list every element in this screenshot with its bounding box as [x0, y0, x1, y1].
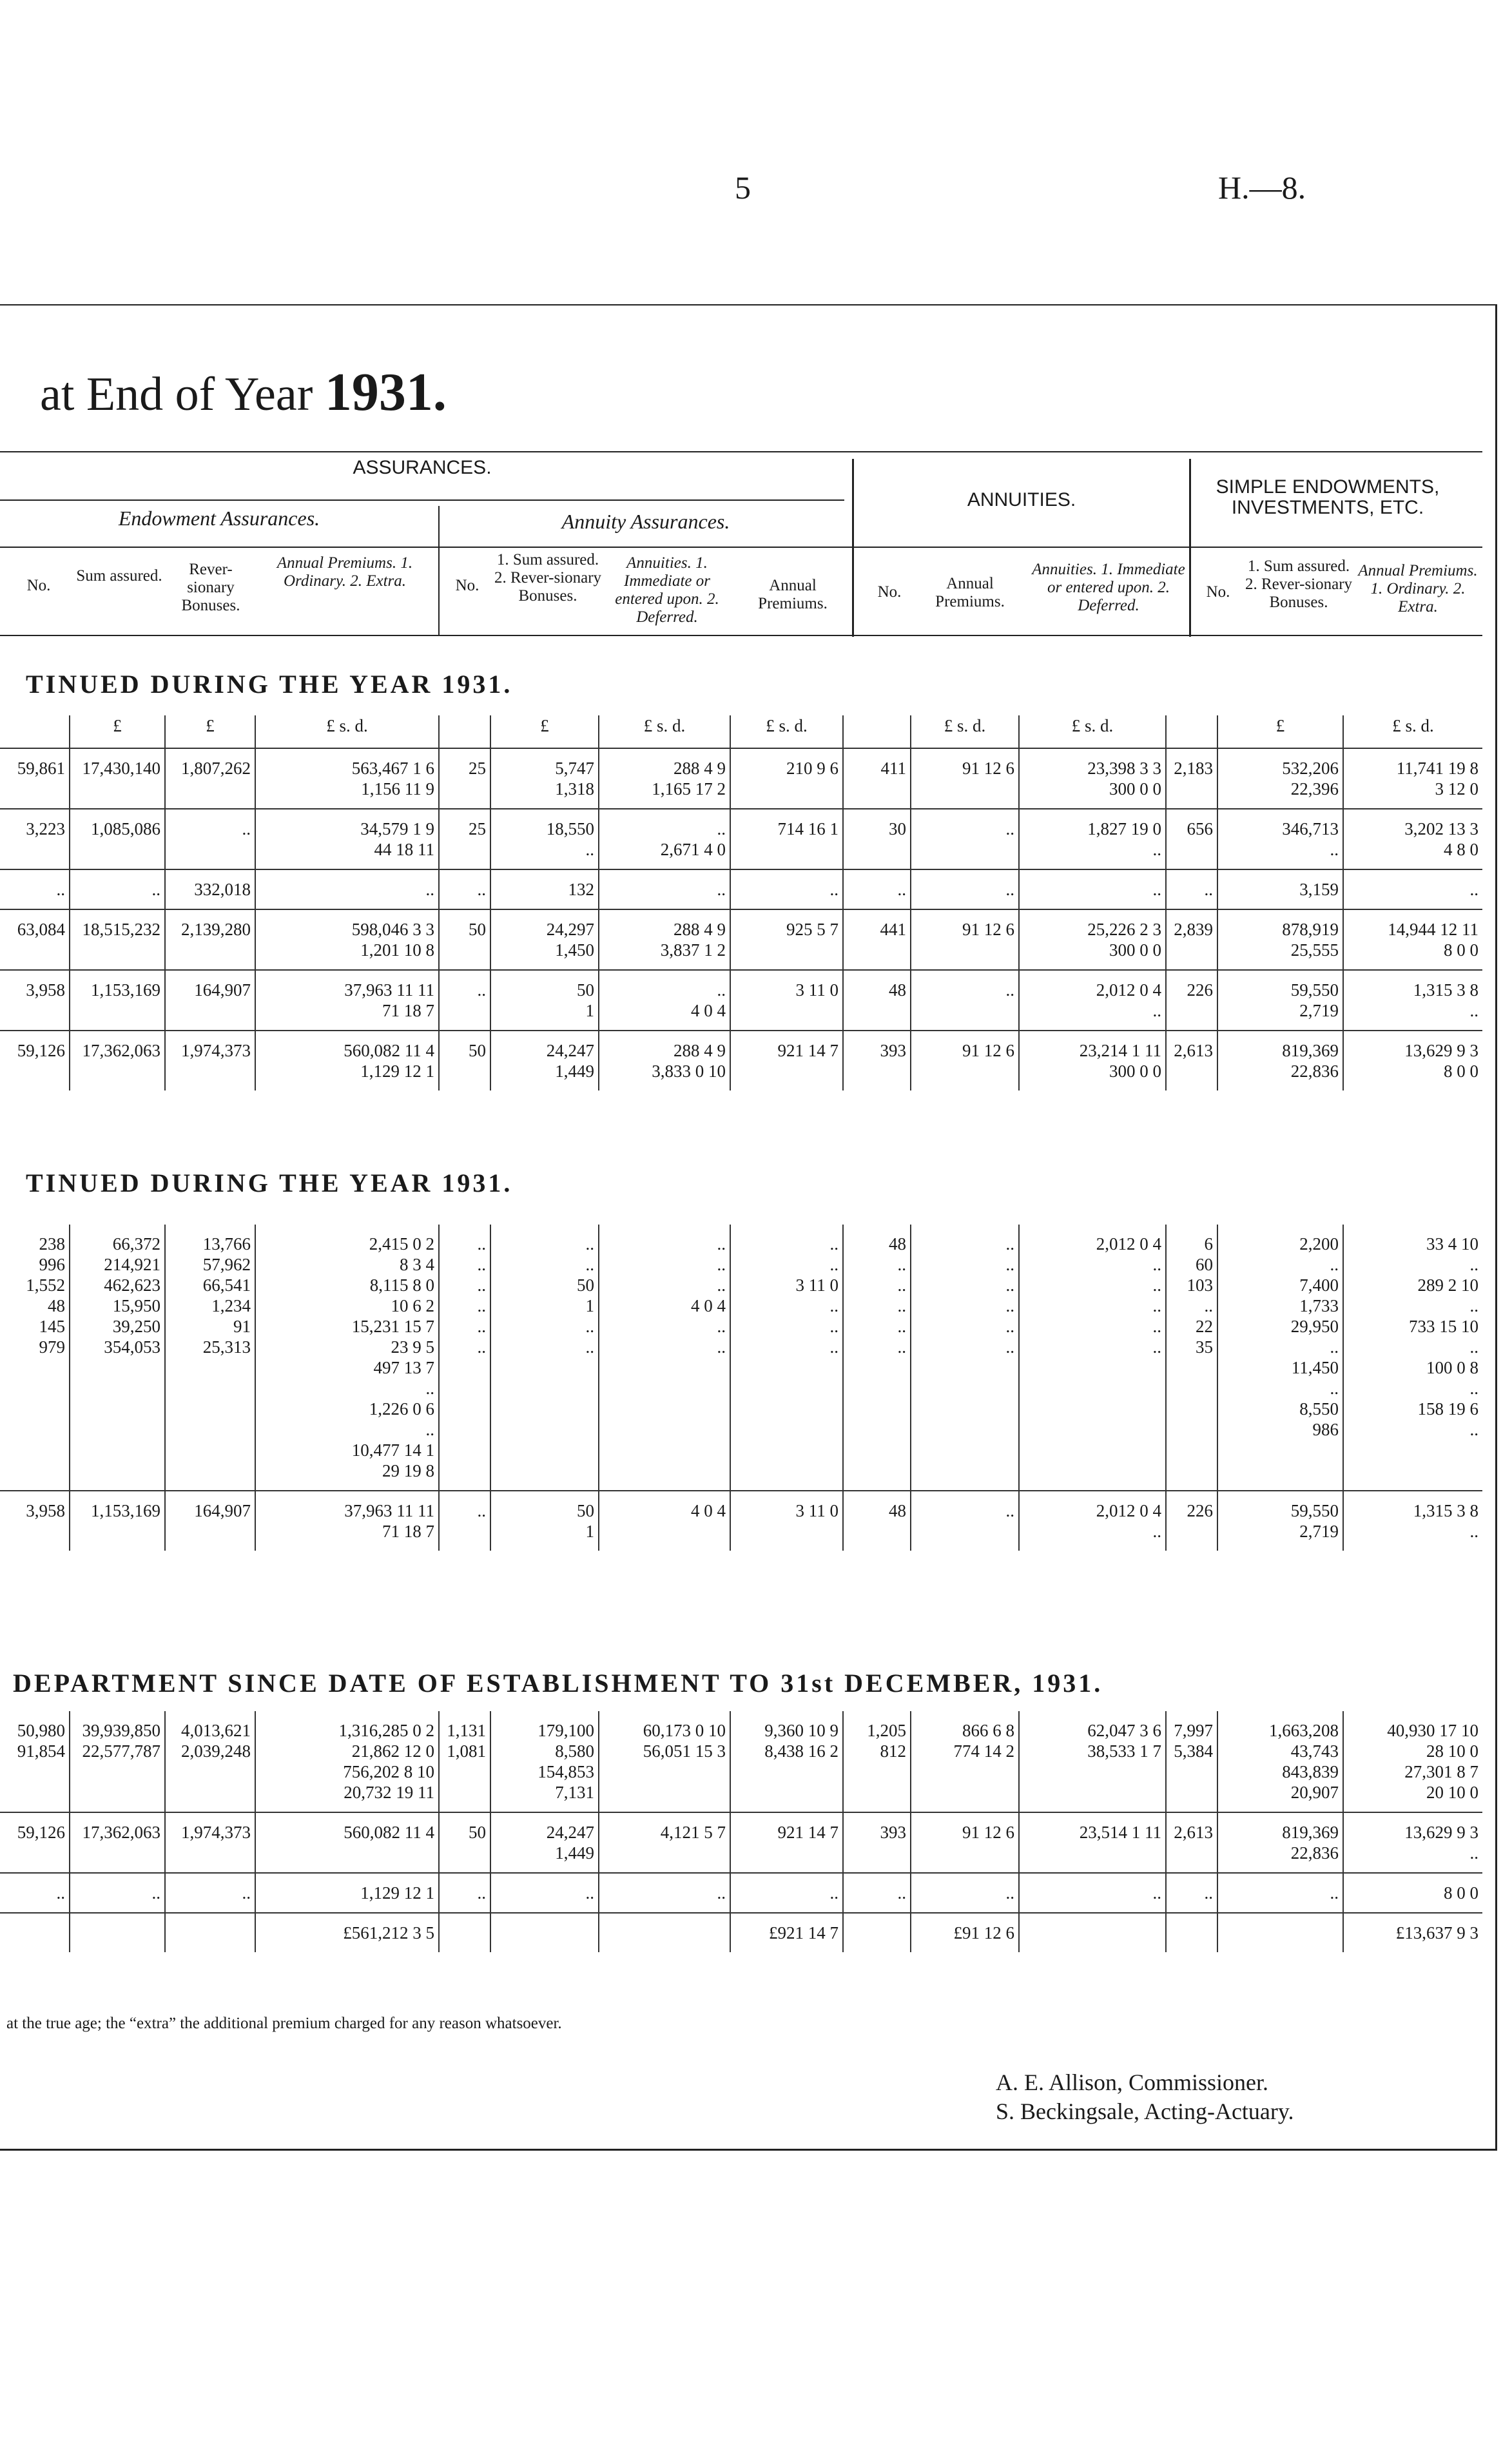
table3-row — [0, 1913, 1482, 1952]
table1-cell: 560,082 11 4 1,129 12 1 — [255, 1031, 439, 1090]
table-section-3 — [0, 1711, 1482, 1952]
table2-cell: .. .. 50 1 .. .. — [490, 1225, 599, 1491]
table2-cell: 2,415 0 2 8 3 4 8,115 8 0 10 6 2 15,231 15 7 23 9 5 497 13 7 .. 1,226 0 6 .. 10,477 14 1 29 19 8 — [255, 1225, 439, 1491]
table3-cell: .. — [165, 1873, 255, 1913]
table1-cell: 17,430,140 — [70, 748, 165, 809]
table1-cell: 50 1 — [490, 970, 599, 1031]
table1-cell: 1,827 19 0 .. — [1019, 809, 1166, 869]
unit-cell: £ s. d. — [911, 715, 1019, 748]
table1-cell: .. — [0, 869, 70, 909]
table1-cell: 2,183 — [1166, 748, 1217, 809]
table3-cell: .. — [911, 1873, 1019, 1913]
table3-cell: 62,047 3 6 38,533 1 7 — [1019, 1711, 1166, 1812]
table1-cell: 441 — [843, 909, 911, 970]
table3-cell: 1,129 12 1 — [255, 1873, 439, 1913]
table1-cell: 288 4 9 3,837 1 2 — [599, 909, 730, 970]
table1-cell: 24,247 1,449 — [490, 1031, 599, 1090]
table1-cell: 819,369 22,836 — [1217, 1031, 1343, 1090]
col-header-sum-rev-2: 1. Sum assured. 2. Rever-sionary Bonuses. — [1245, 557, 1353, 611]
table3-cell — [843, 1913, 911, 1952]
table3-cell — [165, 1913, 255, 1952]
table1-cell: 23,398 3 3 300 0 0 — [1019, 748, 1166, 809]
table1-cell: 3,958 — [0, 970, 70, 1031]
table1-cell: 164,907 — [165, 970, 255, 1031]
table2-cell: 33 4 10 .. 289 2 10 .. 733 15 10 .. 100 0 8 .. 158 19 6 .. — [1409, 1234, 1478, 1439]
table2-cell: 3,958 — [0, 1491, 70, 1551]
table2-cell: 3 11 0 — [730, 1491, 843, 1551]
table3-cell: 393 — [843, 1812, 911, 1873]
table1-cell: 24,297 1,450 — [490, 909, 599, 970]
header-rule-groups — [0, 547, 1482, 548]
unit-cell — [0, 715, 70, 748]
table1-cell: 25 — [439, 748, 490, 809]
col-header-no-3: No. — [877, 583, 902, 601]
table3-cell: 179,100 8,580 154,853 7,131 — [490, 1711, 599, 1812]
table3-cell: .. — [70, 1873, 165, 1913]
table3-cell: 50,980 91,854 — [0, 1711, 70, 1812]
table3-cell: £13,637 9 3 — [1343, 1913, 1482, 1952]
table-section-1 — [0, 715, 1482, 1090]
table1-row — [0, 909, 1482, 970]
table2-cell: .. .. 3 11 0 .. .. .. — [730, 1225, 843, 1491]
table1-row — [0, 748, 1482, 809]
table1-cell: 13,629 9 3 8 0 0 — [1343, 1031, 1482, 1090]
table3-cell: 39,939,850 22,577,787 — [70, 1711, 165, 1812]
assurances-header: ASSURANCES. — [353, 457, 492, 478]
table3-cell: .. — [490, 1873, 599, 1913]
table3-cell: 59,126 — [0, 1812, 70, 1873]
table1-cell: 37,963 11 11 71 18 7 — [255, 970, 439, 1031]
table1-cell: 18,515,232 — [70, 909, 165, 970]
col-header-annual-prem-aa: Annual Premiums. — [758, 577, 828, 612]
table1-cell: 878,919 25,555 — [1217, 909, 1343, 970]
table1-cell: .. 4 0 4 — [599, 970, 730, 1031]
unit-cell: £ s. d. — [1392, 716, 1434, 735]
col-header-annuities: Annuities. 1. Immediate or entered upon. 2. Deferred. — [615, 554, 719, 626]
table1-cell: 532,206 22,396 — [1217, 748, 1343, 809]
units-row — [0, 715, 1482, 748]
table2-cell: 1,315 3 8 .. — [1343, 1491, 1482, 1551]
table3-cell: .. — [1217, 1873, 1343, 1913]
unit-cell: £ — [1217, 715, 1343, 748]
table1-cell: 50 — [439, 1031, 490, 1090]
table1-cell: 3,159 — [1217, 869, 1343, 909]
unit-cell — [843, 715, 911, 748]
table1-cell: 48 — [843, 970, 911, 1031]
table1-cell: 59,126 — [0, 1031, 70, 1090]
document-code: H.—8. — [1218, 170, 1306, 206]
table3-cell: 9,360 10 9 8,438 16 2 — [730, 1711, 843, 1812]
table1-cell: 59,861 — [0, 748, 70, 809]
table3-cell: 23,514 1 11 — [1019, 1812, 1166, 1873]
unit-cell: £ s. d. — [730, 715, 843, 748]
table3-cell: £921 14 7 — [730, 1913, 843, 1952]
table1-cell: .. — [730, 869, 843, 909]
table1-cell: 91 12 6 — [911, 1031, 1019, 1090]
table1-cell: 332,018 — [165, 869, 255, 909]
table1-cell: .. — [439, 970, 490, 1031]
table3-cell — [1166, 1913, 1217, 1952]
table2-cell: 2,012 0 4 .. .. .. .. .. — [1019, 1225, 1166, 1491]
table1-cell: 17,362,063 — [70, 1031, 165, 1090]
col-header-sum-rev: 1. Sum assured. 2. Rever-sionary Bonuses. — [494, 551, 602, 605]
table1-cell: .. — [255, 869, 439, 909]
page-number: 5 — [735, 170, 751, 206]
table1-row — [0, 1031, 1482, 1090]
table3-cell — [0, 1913, 70, 1952]
header-divider-annuities — [852, 459, 854, 637]
table1-cell: .. — [843, 869, 911, 909]
table2-row — [0, 1491, 1482, 1551]
table1-cell: 1,807,262 — [165, 748, 255, 809]
table1-cell: 34,579 1 9 44 18 11 — [255, 809, 439, 869]
table3-cell: .. — [1019, 1873, 1166, 1913]
table2-cell: 238 996 1,552 48 145 979 — [0, 1225, 70, 1491]
col-header-sum-assured: Sum assured. — [76, 567, 162, 585]
table3-cell — [70, 1913, 165, 1952]
table2-cell: 50 1 — [490, 1491, 599, 1551]
table2-cell: 226 — [1166, 1491, 1217, 1551]
table2-cell: .. .. .. .. .. .. — [439, 1225, 490, 1491]
table3-cell — [599, 1913, 730, 1952]
table1-cell: 921 14 7 — [730, 1031, 843, 1090]
col-header-annuities-2: Annuities. 1. Immediate or entered upon. 2. Deferred. — [1032, 561, 1185, 614]
table1-row — [0, 970, 1482, 1031]
table1-cell: 59,550 2,719 — [1217, 970, 1343, 1031]
table3-cell — [439, 1913, 490, 1952]
section-heading-2: TINUED DURING THE YEAR 1931. — [26, 1168, 513, 1197]
col-header-no: No. — [26, 577, 51, 594]
table3-cell: 40,930 17 10 28 10 0 27,301 8 7 20 10 0 — [1387, 1721, 1478, 1802]
table3-cell: 4,013,621 2,039,248 — [165, 1711, 255, 1812]
table2-cell: 13,766 57,962 66,541 1,234 91 25,313 — [165, 1225, 255, 1491]
col-header-annual-premiums: Annual Premiums. 1. Ordinary. 2. Extra. — [276, 554, 413, 590]
table1-cell: 11,741 19 8 3 12 0 — [1343, 748, 1482, 809]
table2-cell: 59,550 2,719 — [1217, 1491, 1343, 1551]
table3-cell: 819,369 22,836 — [1217, 1812, 1343, 1873]
table1-cell: 1,153,169 — [70, 970, 165, 1031]
signature-actuary: S. Beckingsale, Acting-Actuary. — [996, 2098, 1294, 2124]
table1-cell: 2,839 — [1166, 909, 1217, 970]
table1-cell: 91 12 6 — [911, 909, 1019, 970]
annuities-header: ANNUITIES. — [967, 489, 1076, 510]
table1-cell: .. 2,671 4 0 — [599, 809, 730, 869]
table3-cell: 1,131 1,081 — [439, 1711, 490, 1812]
table1-cell: 3,202 13 3 4 8 0 — [1343, 809, 1482, 869]
table3-cell: 866 6 8 774 14 2 — [911, 1711, 1019, 1812]
table2-cell: 1,153,169 — [70, 1491, 165, 1551]
table2-cell: 2,200 .. 7,400 1,733 29,950 .. 11,450 .. 8,550 986 — [1217, 1225, 1343, 1491]
signature-commissioner: A. E. Allison, Commissioner. — [996, 2069, 1269, 2095]
table1-cell: 411 — [843, 748, 911, 809]
simple-endowments-header: SIMPLE ENDOWMENTS, INVESTMENTS, ETC. — [1216, 476, 1440, 518]
table1-cell: .. — [1019, 869, 1166, 909]
table1-cell: 925 5 7 — [730, 909, 843, 970]
title-prefix: at End of Year — [40, 368, 313, 421]
table1-cell: 25,226 2 3 300 0 0 — [1019, 909, 1166, 970]
table1-cell: 288 4 9 3,833 0 10 — [599, 1031, 730, 1090]
endowment-header: Endowment Assurances. — [118, 507, 320, 530]
table1-cell: 30 — [843, 809, 911, 869]
table1-cell: .. — [70, 869, 165, 909]
table3-row — [0, 1873, 1482, 1913]
table3-cell: 60,173 0 10 56,051 15 3 — [599, 1711, 730, 1812]
table1-cell: 2,613 — [1166, 1031, 1217, 1090]
header-rule-bottom — [0, 635, 1482, 636]
table1-cell: 656 — [1166, 809, 1217, 869]
table3-cell: 1,974,373 — [165, 1812, 255, 1873]
table1-cell: 563,467 1 6 1,156 11 9 — [255, 748, 439, 809]
table1-cell: 50 — [439, 909, 490, 970]
table2-cell: .. — [911, 1491, 1019, 1551]
table1-cell: .. — [1166, 869, 1217, 909]
table2-cell: 48 — [843, 1491, 911, 1551]
unit-cell: £ — [70, 715, 165, 748]
table1-cell: 3,223 — [0, 809, 70, 869]
table3-cell: .. — [1166, 1873, 1217, 1913]
col-header-annual-prem-simple: Annual Premiums. 1. Ordinary. 2. Extra. — [1358, 562, 1478, 615]
unit-cell — [439, 715, 490, 748]
title-year: 1931. — [324, 362, 447, 422]
table3-cell: .. — [439, 1873, 490, 1913]
table1-row — [0, 869, 1482, 909]
unit-cell: £ s. d. — [255, 715, 439, 748]
table3-cell: 13,629 9 3 .. — [1343, 1812, 1482, 1873]
table1-cell: 210 9 6 — [730, 748, 843, 809]
table1-cell: .. — [1343, 869, 1482, 909]
table1-cell: 2,012 0 4 .. — [1019, 970, 1166, 1031]
header-rule-assurances — [0, 499, 844, 501]
table3-cell: 17,362,063 — [70, 1812, 165, 1873]
table3-cell: 1,205 812 — [843, 1711, 911, 1812]
section-heading-1: TINUED DURING THE YEAR 1931. — [26, 670, 513, 699]
table1-cell: 288 4 9 1,165 17 2 — [599, 748, 730, 809]
table1-cell: 132 — [490, 869, 599, 909]
table3-cell — [490, 1913, 599, 1952]
table3-cell: 1,663,208 43,743 843,839 20,907 — [1217, 1711, 1343, 1812]
table1-cell: .. — [599, 869, 730, 909]
unit-cell: £ — [490, 715, 599, 748]
col-header-no-2: No. — [455, 577, 480, 594]
table3-row — [0, 1812, 1482, 1873]
table1-cell: 5,747 1,318 — [490, 748, 599, 809]
col-header-annual-prem-ann: Annual Premiums. — [935, 575, 1005, 610]
table3-cell: 560,082 11 4 — [255, 1812, 439, 1873]
table3-cell: 8 0 0 — [1343, 1873, 1482, 1913]
table3-row — [0, 1711, 1482, 1812]
table3-cell: £561,212 3 5 — [255, 1913, 439, 1952]
page-title — [40, 361, 447, 423]
table-section-2 — [0, 1225, 1482, 1551]
table3-cell: .. — [599, 1873, 730, 1913]
table2-cell: .. .. .. 4 0 4 .. .. — [599, 1225, 730, 1491]
table1-cell: 18,550 .. — [490, 809, 599, 869]
col-header-no-4: No. — [1206, 583, 1230, 601]
table1-cell: 226 — [1166, 970, 1217, 1031]
table3-cell: 921 14 7 — [730, 1812, 843, 1873]
table3-cell — [1019, 1913, 1166, 1952]
table2-row — [0, 1225, 1482, 1491]
table2-cell: 37,963 11 11 71 18 7 — [255, 1491, 439, 1551]
table2-cell: 6 60 103 .. 22 35 — [1166, 1225, 1217, 1491]
table1-cell: 14,944 12 11 8 0 0 — [1343, 909, 1482, 970]
table3-cell: 91 12 6 — [911, 1812, 1019, 1873]
table3-cell: 4,121 5 7 — [599, 1812, 730, 1873]
table1-row — [0, 809, 1482, 869]
footnote: at the true age; the “extra” the additional premium charged for any reason whatsoever. — [6, 2015, 562, 2032]
table3-cell: 2,613 — [1166, 1812, 1217, 1873]
table2-cell: 4 0 4 — [599, 1491, 730, 1551]
table1-cell: 23,214 1 11 300 0 0 — [1019, 1031, 1166, 1090]
table2-cell: 66,372 214,921 462,623 15,950 39,250 354,053 — [70, 1225, 165, 1491]
unit-cell: £ s. d. — [599, 715, 730, 748]
unit-cell: £ s. d. — [1019, 715, 1166, 748]
table1-cell: 3 11 0 — [730, 970, 843, 1031]
table1-cell: .. — [911, 869, 1019, 909]
table1-cell: .. — [911, 809, 1019, 869]
unit-cell — [1166, 715, 1217, 748]
header-rule-top — [0, 451, 1482, 452]
table3-cell: 1,316,285 0 2 21,862 12 0 756,202 8 10 20,732 19 11 — [255, 1711, 439, 1812]
table2-cell: 2,012 0 4 .. — [1019, 1491, 1166, 1551]
table3-cell: 7,997 5,384 — [1166, 1711, 1217, 1812]
unit-cell: £ — [165, 715, 255, 748]
table1-cell: 25 — [439, 809, 490, 869]
header-divider-simple — [1189, 459, 1191, 637]
table1-cell: 598,046 3 3 1,201 10 8 — [255, 909, 439, 970]
table1-cell: 2,139,280 — [165, 909, 255, 970]
table1-cell: .. — [439, 869, 490, 909]
section-heading-3: DEPARTMENT SINCE DATE OF ESTABLISHMENT TO 31st DECEMBER, 1931. — [13, 1669, 1103, 1698]
table2-cell: .. .. .. .. .. .. — [911, 1225, 1019, 1491]
table1-cell: 1,085,086 — [70, 809, 165, 869]
table1-cell: .. — [911, 970, 1019, 1031]
table2-cell: .. — [439, 1491, 490, 1551]
table2-cell: 164,907 — [165, 1491, 255, 1551]
table3-cell: 50 — [439, 1812, 490, 1873]
table1-cell: 63,084 — [0, 909, 70, 970]
col-header-reversionary: Rever-sionary Bonuses. — [181, 561, 240, 614]
table3-cell: £91 12 6 — [911, 1913, 1019, 1952]
annuity-assurances-header: Annuity Assurances. — [561, 510, 730, 533]
table1-cell: 346,713 .. — [1217, 809, 1343, 869]
table3-cell — [1217, 1913, 1343, 1952]
table1-cell: 1,315 3 8 .. — [1343, 970, 1482, 1031]
table1-cell: 1,974,373 — [165, 1031, 255, 1090]
table3-cell: .. — [843, 1873, 911, 1913]
table3-cell: .. — [730, 1873, 843, 1913]
table2-cell: 48 .. .. .. .. .. — [843, 1225, 911, 1491]
table1-cell: 714 16 1 — [730, 809, 843, 869]
table1-cell: .. — [165, 809, 255, 869]
table3-cell: 24,247 1,449 — [490, 1812, 599, 1873]
table1-cell: 91 12 6 — [911, 748, 1019, 809]
table1-cell: 393 — [843, 1031, 911, 1090]
table3-cell: .. — [0, 1873, 70, 1913]
